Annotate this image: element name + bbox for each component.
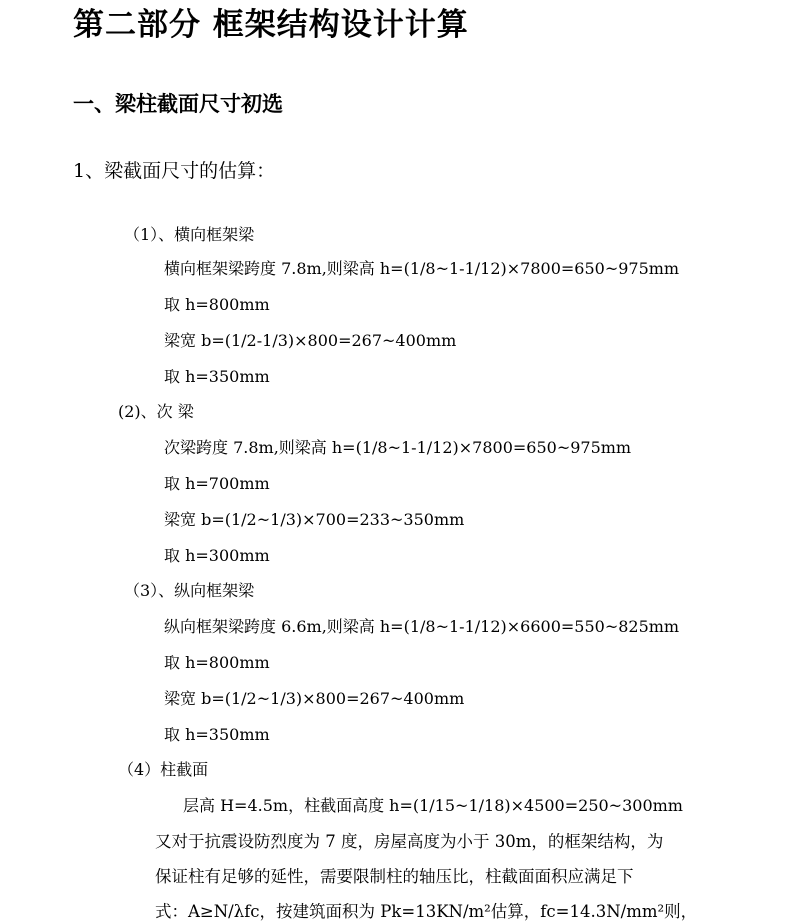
beam-3-line-1: 纵向框架梁跨度 6.6m,则梁高 h=(1/8~1-1/12)×6600=550~825mm bbox=[164, 617, 680, 636]
column-line: 层高 H=4.5m，柱截面高度 h=(1/15~1/18)×4500=250~300mm bbox=[183, 796, 683, 815]
beam-2-line-4: 取 h=300mm bbox=[164, 546, 270, 565]
beam-2-line-3: 梁宽 b=(1/2~1/3)×700=233~350mm bbox=[164, 510, 465, 529]
beam-3-line-3: 梁宽 b=(1/2~1/3)×800=267~400mm bbox=[164, 689, 465, 708]
column-paragraph-line-1: 又对于抗震设防烈度为 7 度，房屋高度为小于 30m，的框架结构，为 bbox=[155, 832, 664, 851]
beam-1-line-2: 取 h=800mm bbox=[164, 295, 270, 314]
beam-3-line-4: 取 h=350mm bbox=[164, 725, 270, 744]
beam-2-line-2: 取 h=700mm bbox=[164, 474, 270, 493]
beam-2-heading: (2)、次 梁 bbox=[118, 402, 194, 421]
column-paragraph-line-2: 保证柱有足够的延性，需要限制柱的轴压比，柱截面面积应满足下 bbox=[155, 867, 634, 886]
column-paragraph-line-3: 式：A≥N/λfc，按建筑面积为 Pk=13KN/m²估算，fc=14.3N/mm²则， bbox=[155, 902, 698, 921]
beam-2-line-1: 次梁跨度 7.8m,则梁高 h=(1/8~1-1/12)×7800=650~975mm bbox=[164, 438, 632, 457]
beam-1-line-4: 取 h=350mm bbox=[164, 367, 270, 386]
beam-1-line-1: 横向框架梁跨度 7.8m,则梁高 h=(1/8~1-1/12)×7800=650~975mm bbox=[164, 259, 680, 278]
page-title: 第二部分 框架结构设计计算 bbox=[73, 7, 469, 43]
beam-1-heading: （1）、横向框架梁 bbox=[124, 225, 255, 244]
subsection-heading: 1、梁截面尺寸的估算： bbox=[73, 160, 276, 182]
column-heading: （4）柱截面 bbox=[118, 760, 209, 779]
beam-3-line-2: 取 h=800mm bbox=[164, 653, 270, 672]
beam-1-line-3: 梁宽 b=(1/2-1/3)×800=267~400mm bbox=[164, 331, 457, 350]
beam-3-heading: （3）、纵向框架梁 bbox=[124, 581, 255, 600]
section-heading: 一、梁柱截面尺寸初选 bbox=[73, 91, 283, 116]
